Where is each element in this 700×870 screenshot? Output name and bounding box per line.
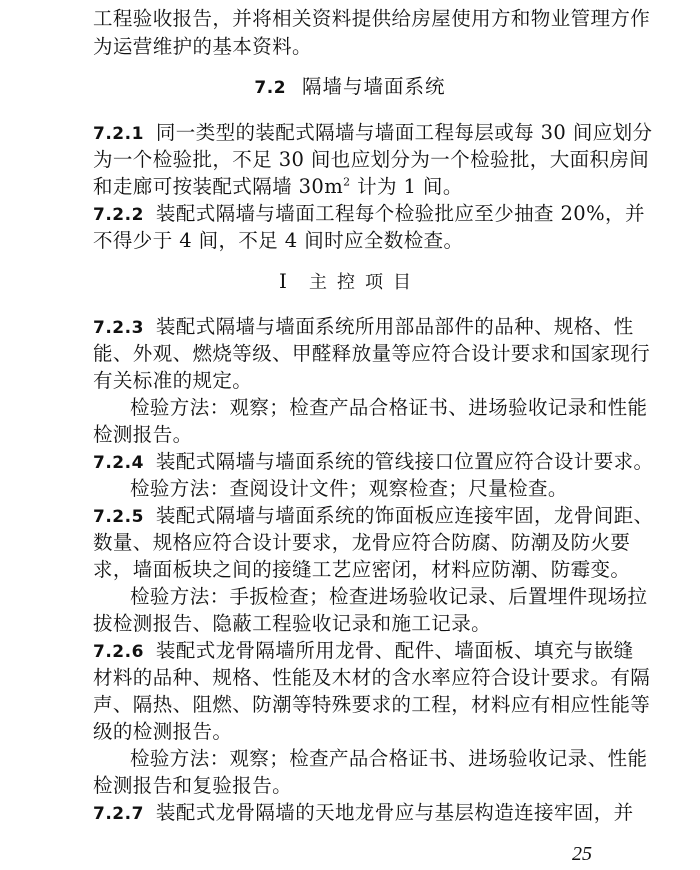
page-number: 25	[572, 843, 592, 865]
clause-text: 装配式隔墙与墙面工程每个检验批应至少抽查 20%，并	[155, 202, 645, 225]
clause-7-2-2	[93, 201, 645, 228]
clause-line: 不得少于 4 间，不足 4 间时应全数检查。	[93, 229, 464, 252]
clause-line: 声、隔热、阻燃、防潮等特殊要求的工程，材料应有相应性能等	[93, 693, 651, 716]
clause-line	[93, 174, 613, 200]
clause-line: 材料的品种、规格、性能及木材的含水率应符合设计要求。有隔	[93, 666, 651, 689]
clause-number: 7.2.7	[93, 804, 144, 824]
clause-7-2-7	[93, 800, 634, 827]
clause-line: 级的检测报告。	[93, 720, 233, 743]
clause-number: 7.2.6	[93, 642, 144, 662]
subsection-roman: Ⅰ	[279, 269, 287, 293]
clause-number: 7.2.2	[93, 205, 144, 225]
superscript: 2	[343, 175, 351, 189]
clause-number: 7.2.5	[93, 507, 144, 527]
section-number: 7.2	[254, 78, 287, 98]
inspection-method: 检验方法：观察；检查产品合格证书、进场验收记录和性能	[130, 396, 648, 419]
subsection-title: 主控项目	[308, 272, 421, 293]
clause-7-2-5	[93, 503, 654, 530]
inspection-method-line: 检测报告。	[93, 423, 193, 446]
clause-line: 数量、规格应符合设计要求，龙骨应符合防腐、防潮及防火要	[93, 531, 631, 554]
section-heading	[0, 74, 700, 101]
section-title: 隔墙与墙面系统	[302, 75, 446, 98]
inspection-method-line: 拔检测报告、隐蔽工程验收记录和施工记录。	[93, 612, 492, 635]
clause-line: 能、外观、燃烧等级、甲醛释放量等应符合设计要求和国家现行	[93, 342, 651, 365]
clause-text: 同一类型的装配式隔墙与墙面工程每层或每 30 间应划分	[155, 121, 653, 144]
clause-text: 装配式隔墙与墙面系统的饰面板应连接牢固，龙骨间距、	[155, 504, 654, 527]
clause-text: 装配式龙骨隔墙所用龙骨、配件、墙面板、填充与嵌缝	[155, 639, 634, 662]
clause-text: 装配式龙骨隔墙的天地龙骨应与基层构造连接牢固，并	[155, 801, 634, 824]
inspection-method: 检验方法：手扳检查；检查进场验收记录、后置埋件现场拉	[130, 585, 648, 608]
clause-number: 7.2.3	[93, 318, 144, 338]
intro-line-2: 为运营维护的基本资料。	[93, 35, 312, 58]
clause-number: 7.2.4	[93, 453, 144, 473]
clause-7-2-6	[93, 638, 634, 665]
clause-line: 求，墙面板块之间的接缝工艺应密闭，材料应防潮、防霉变。	[93, 558, 631, 581]
clause-7-2-3	[93, 314, 634, 341]
inspection-method: 检验方法：观察；检查产品合格证书、进场验收记录、性能	[130, 747, 648, 770]
clause-number: 7.2.1	[93, 124, 144, 144]
clause-line: 有关标准的规定。	[93, 369, 253, 392]
clause-text: 和走廊可按装配式隔墙 30m	[93, 175, 344, 198]
intro-line-1: 工程验收报告，并将相关资料提供给房屋使用方和物业管理方作	[93, 7, 651, 30]
clause-7-2-4	[93, 449, 654, 476]
clause-text: 装配式隔墙与墙面系统所用部品部件的品种、规格、性	[155, 315, 634, 338]
clause-line: 为一个检验批，不足 30 间也应划分为一个检验批，大面积房间	[93, 148, 650, 171]
clause-text: 装配式隔墙与墙面系统的管线接口位置应符合设计要求。	[155, 450, 654, 473]
clause-7-2-1	[93, 120, 653, 147]
clause-text: 计为 1 间。	[350, 175, 463, 198]
subsection-heading	[0, 268, 700, 296]
inspection-method: 检验方法：查阅设计文件；观察检查；尺量检查。	[130, 477, 568, 500]
inspection-method-line: 检测报告和复验报告。	[93, 774, 293, 797]
